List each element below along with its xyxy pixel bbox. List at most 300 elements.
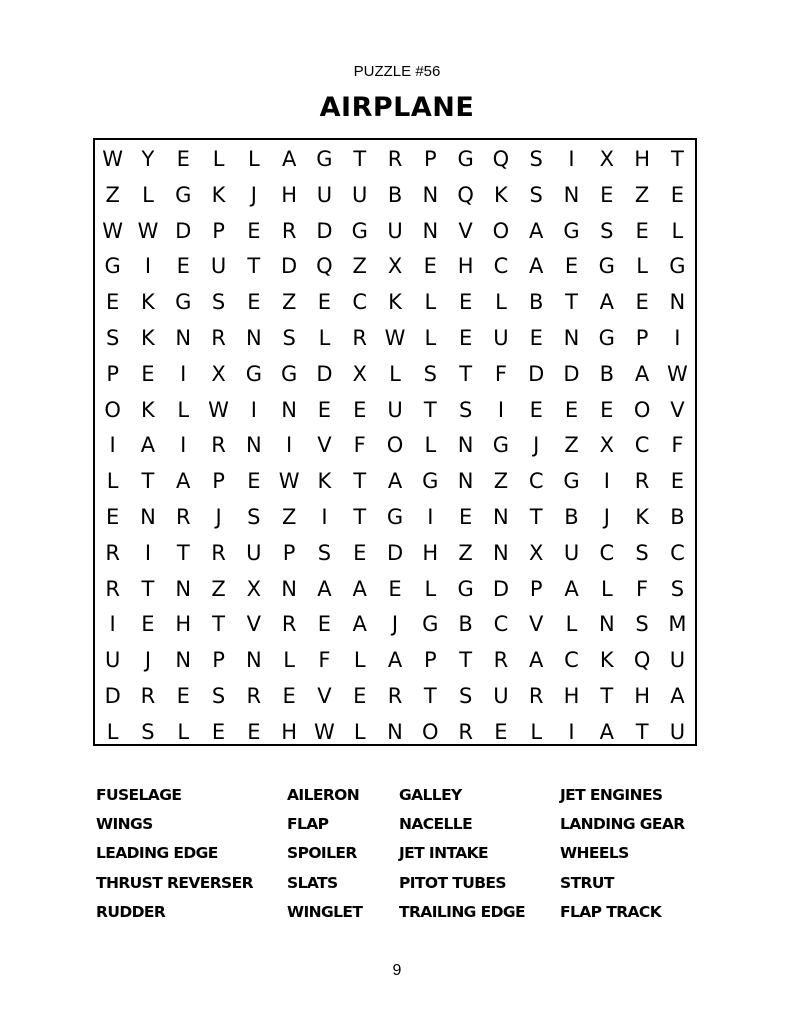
grid-cell: N [175,648,192,673]
grid-cell: U [352,182,368,207]
grid-cell: L [283,648,295,673]
grid-cell: N [669,290,686,315]
grid-row [95,679,695,715]
puzzle-number: PUZZLE #56 [353,63,441,80]
page-number: 9 [392,962,402,979]
grid-cell: V [458,218,473,243]
grid-cell: G [245,361,262,386]
word-list-item: AILERON [287,786,360,804]
grid-cell: E [458,504,473,529]
grid-cell: G [563,218,580,243]
grid-cell: E [282,683,296,708]
grid-cell: U [104,648,121,673]
grid-cell: R [211,540,226,565]
grid-cell: E [176,254,190,279]
grid-cell: U [210,254,227,279]
grid-cell: Z [281,290,297,315]
grid-cell: E [600,397,614,422]
grid-cell: S [423,361,437,386]
grid-cell: L [495,290,507,315]
grid-cell: U [316,182,333,207]
puzzle-title: AIRPLANE [319,92,475,123]
grid-cell: A [529,254,544,279]
word-list-item: JET INTAKE [399,844,489,863]
grid-cell: L [247,147,260,171]
grid-cell: G [104,254,121,279]
grid-cell: P [423,147,437,171]
grid-cell: S [211,290,226,315]
grid-cell: I [109,433,116,458]
grid-cell: T [423,397,437,422]
grid-cell: L [424,325,437,350]
grid-cell: W [208,397,229,422]
grid-cell: C [634,433,650,458]
grid-cell: A [387,648,403,673]
grid-cell: V [670,397,685,422]
grid-cell: U [493,325,509,350]
grid-cell: R [387,683,403,708]
grid-cell: K [141,325,155,350]
grid-cell: I [180,361,187,386]
grid-cell: L [212,147,225,171]
grid-cell: V [529,612,544,637]
grid-cell: A [352,612,367,637]
grid-cell: K [317,469,332,494]
grid-cell: A [529,648,544,673]
grid-cell: L [106,719,119,744]
grid-cell: L [353,719,366,744]
grid-cell: D [316,218,333,243]
grid-cell: T [353,147,367,171]
grid-cell: L [177,397,190,422]
grid-cell: F [671,433,684,458]
grid-cell: I [250,397,257,422]
grid-cell: N [422,218,439,243]
grid-cell: H [281,719,298,744]
grid-cell: E [317,290,332,315]
grid-cell: R [140,683,156,708]
grid-cell: T [565,290,578,315]
grid-cell: O [422,719,439,744]
grid-cell: A [281,147,297,171]
grid-cell: L [389,361,401,386]
grid-cell: I [427,504,434,529]
grid-cell: V [317,433,332,458]
grid-cell: R [105,576,120,601]
grid-cell: C [493,254,509,279]
grid-cell: T [459,361,473,386]
grid-row [95,321,695,357]
grid-cell: C [493,612,509,637]
grid-cell: E [529,397,543,422]
grid-cell: X [529,540,544,565]
grid-cell: X [246,576,262,601]
grid-cell: A [529,218,544,243]
grid-row [95,393,695,429]
grid-cell: V [317,683,332,708]
grid-cell: J [533,433,540,458]
grid-cell: E [176,683,190,708]
grid-cell: R [281,612,297,637]
grid-cell: A [599,719,614,744]
grid-cell: U [563,540,580,565]
word-list-item: WINGS [96,815,153,834]
grid-cell: G [422,469,439,494]
grid-cell: K [388,290,402,315]
grid-cell: D [528,361,545,386]
grid-cell: R [352,325,368,350]
grid-cell: L [106,469,119,494]
grid-cell: S [635,612,649,637]
grid-cell: N [387,719,403,744]
grid-cell: K [635,504,649,529]
grid-cell: X [599,433,614,458]
grid-cell: L [424,290,437,315]
grid-cell: E [106,504,120,529]
grid-cell: J [391,612,399,637]
grid-cell: X [211,361,226,386]
grid-cell: K [211,182,226,207]
grid-cell: I [603,469,610,494]
grid-cell: R [175,504,191,529]
grid-cell: E [564,397,579,422]
grid-cell: G [422,612,439,637]
grid-cell: F [494,361,507,386]
grid-cell: D [104,683,121,708]
grid-cell: K [141,397,155,422]
grid-cell: D [492,576,509,601]
grid-cell: M [668,612,687,637]
grid-cell: K [494,182,508,207]
grid-cell: W [102,147,124,171]
grid-cell: E [494,719,508,744]
grid-cell: I [109,612,116,637]
grid-cell: G [316,147,333,171]
grid-cell: S [105,325,120,350]
grid-cell: H [563,683,580,708]
grid-cell: E [141,361,155,386]
grid-cell: I [321,504,328,529]
grid-cell: G [386,504,404,529]
grid-cell: O [633,397,651,422]
grid-cell: H [422,540,439,565]
grid-cell: E [388,576,402,601]
grid-cell: S [600,218,614,243]
grid-cell: O [492,218,510,243]
word-list-item: THRUST REVERSER [96,873,253,892]
grid-cell: P [106,361,119,386]
grid-cell: E [176,147,190,171]
grid-cell: C [528,469,544,494]
grid-cell: A [176,469,191,494]
grid-cell: I [286,433,293,458]
grid-cell: N [281,397,297,422]
grid-cell: T [212,612,225,637]
grid-cell: A [140,433,156,458]
grid-cell: H [281,182,298,207]
grid-cell: J [144,648,152,673]
grid-cell: R [493,648,509,673]
grid-cell: B [564,504,579,529]
grid-cell: S [317,540,332,565]
word-list-item: NACELLE [399,815,473,834]
grid-cell: N [281,576,297,601]
grid-cell: Z [105,182,120,207]
grid-cell: W [278,469,300,494]
grid-cell: Y [141,147,155,171]
grid-cell: G [457,147,474,171]
grid-cell: G [669,254,686,279]
grid-row [95,500,695,536]
grid-cell: D [281,254,298,279]
grid-cell: L [565,612,578,637]
grid-row [95,536,695,572]
grid-cell: P [212,469,225,494]
grid-cell: B [670,504,685,529]
grid-cell: E [423,254,437,279]
letter-grid [93,138,697,746]
grid-cell: L [600,576,613,601]
grid-cell: E [458,290,473,315]
grid-cell: E [317,397,332,422]
word-list-item: FLAP TRACK [560,902,662,921]
grid-cell: D [175,218,192,243]
grid-cell: G [598,325,615,350]
grid-cell: S [211,683,226,708]
grid-cell: J [250,182,257,207]
grid-cell: J [215,504,222,529]
grid-cell: Q [316,254,333,279]
grid-cell: N [245,325,262,350]
grid-cell: W [384,325,406,350]
grid-cell: A [387,469,403,494]
grid-row [95,572,695,608]
word-list-item: SLATS [287,873,338,892]
grid-cell: S [529,182,543,207]
word-list-item: SPOILER [287,844,357,863]
grid-cell: U [669,719,686,744]
grid-cell: E [211,719,226,744]
grid-cell: S [670,576,685,601]
grid-row [95,357,695,393]
word-list-item: FUSELAGE [96,786,182,804]
grid-cell: N [563,325,580,350]
grid-cell: L [424,433,437,458]
grid-cell: T [247,254,261,279]
grid-cell: Q [457,182,474,207]
grid-cell: G [175,182,192,207]
grid-cell: A [599,290,614,315]
grid-cell: T [529,504,543,529]
grid-row [95,249,695,285]
grid-cell: Q [633,648,651,673]
grid-cell: J [603,504,610,529]
grid-cell: E [353,540,367,565]
grid-cell: I [568,719,575,744]
grid-cell: G [598,254,615,279]
grid-cell: R [211,325,226,350]
grid-cell: N [245,433,262,458]
grid-cell: L [353,648,366,673]
grid-cell: N [598,612,615,637]
grid-cell: G [457,576,474,601]
grid-cell: C [599,540,615,565]
grid-row [95,142,695,178]
grid-cell: C [352,290,368,315]
grid-row [95,214,695,250]
grid-cell: Z [564,433,579,458]
grid-cell: N [493,504,509,529]
grid-cell: G [280,361,298,386]
grid-cell: A [317,576,332,601]
grid-cell: B [599,361,615,386]
grid-cell: X [599,147,614,171]
grid-cell: E [635,290,649,315]
grid-cell: L [530,719,543,744]
grid-cell: D [316,361,333,386]
word-list-item: JET ENGINES [560,786,663,804]
grid-cell: L [636,254,648,279]
grid-cell: B [529,290,544,315]
grid-row [95,178,695,214]
grid-cell: I [180,433,187,458]
grid-cell: E [353,397,367,422]
grid-cell: N [457,469,474,494]
grid-cell: A [564,576,579,601]
grid-cell: N [457,433,474,458]
grid-cell: Z [458,540,473,565]
grid-cell: N [422,182,439,207]
grid-cell: N [563,182,580,207]
grid-cell: F [636,576,649,601]
grid-cell: E [529,325,543,350]
grid-cell: P [423,648,437,673]
grid-cell: O [386,433,404,458]
grid-cell: Z [634,182,650,207]
word-list-item: LEADING EDGE [96,844,218,863]
grid-cell: I [568,147,575,171]
grid-rows [95,142,695,751]
grid-cell: E [247,218,261,243]
grid-cell: T [141,469,155,494]
grid-cell: R [211,433,226,458]
grid-cell: L [424,576,437,601]
grid-cell: H [175,612,192,637]
grid-cell: V [246,612,262,637]
grid-row [95,607,695,643]
word-list-item: TRAILING EDGE [399,902,525,921]
word-list-item: WINGLET [287,902,363,921]
grid-cell: L [318,325,331,350]
grid-cell: R [387,147,403,171]
grid-cell: E [247,469,261,494]
grid-cell: T [176,540,190,565]
grid-cell: E [247,719,261,744]
word-list-item: WHEELS [560,844,629,863]
grid-cell: E [353,683,367,708]
grid-cell: O [104,397,121,422]
grid-cell: I [497,397,505,422]
grid-cell: T [459,648,473,673]
grid-cell: H [457,254,474,279]
grid-cell: L [671,218,684,243]
grid-cell: R [634,469,650,494]
grid-row [95,715,695,751]
grid-cell: D [563,361,580,386]
grid-cell: R [528,683,544,708]
grid-cell: X [352,361,367,386]
grid-row [95,428,695,464]
grid-cell: E [635,218,649,243]
grid-cell: I [144,254,152,279]
grid-cell: E [141,612,155,637]
grid-cell: S [458,683,473,708]
grid-cell: U [669,648,686,673]
word-list [0,786,794,936]
grid-cell: E [317,612,332,637]
grid-cell: D [386,540,404,565]
grid-row [95,285,695,321]
grid-cell: S [529,147,543,171]
grid-cell: K [599,648,614,673]
grid-cell: B [458,612,473,637]
grid-cell: U [387,218,403,243]
grid-cell: G [492,433,510,458]
grid-row [95,464,695,500]
grid-cell: H [634,683,650,708]
grid-cell: W [102,218,124,243]
grid-cell: A [634,361,650,386]
word-list-item: FLAP [287,815,329,834]
grid-cell: T [353,469,367,494]
grid-cell: P [529,576,543,601]
grid-cell: F [353,433,366,458]
grid-cell: T [600,683,614,708]
grid-cell: S [247,504,261,529]
grid-cell: S [141,719,155,744]
grid-cell: I [674,325,681,350]
word-list-item: PITOT TUBES [399,873,506,892]
grid-cell: S [458,397,473,422]
grid-cell: C [564,648,579,673]
grid-cell: B [387,182,403,207]
grid-cell: E [564,254,579,279]
grid-cell: T [141,576,155,601]
grid-cell: P [282,540,296,565]
grid-cell: A [670,683,685,708]
grid-cell: N [245,648,262,673]
grid-cell: R [458,719,473,744]
grid-cell: Z [211,576,226,601]
grid-cell: Q [492,147,510,171]
grid-cell: G [563,469,580,494]
grid-cell: T [423,683,437,708]
grid-cell: U [493,683,509,708]
word-list-item: LANDING GEAR [560,815,685,834]
grid-cell: Z [352,254,367,279]
grid-cell: N [493,540,509,565]
grid-cell: H [634,147,650,171]
grid-cell: E [670,182,685,207]
grid-cell: E [600,182,614,207]
grid-cell: T [670,147,684,171]
grid-cell: C [670,540,685,565]
grid-cell: N [140,504,156,529]
grid-cell: R [281,218,297,243]
grid-cell: N [175,576,192,601]
grid-cell: U [387,397,403,422]
grid-cell: E [106,290,120,315]
